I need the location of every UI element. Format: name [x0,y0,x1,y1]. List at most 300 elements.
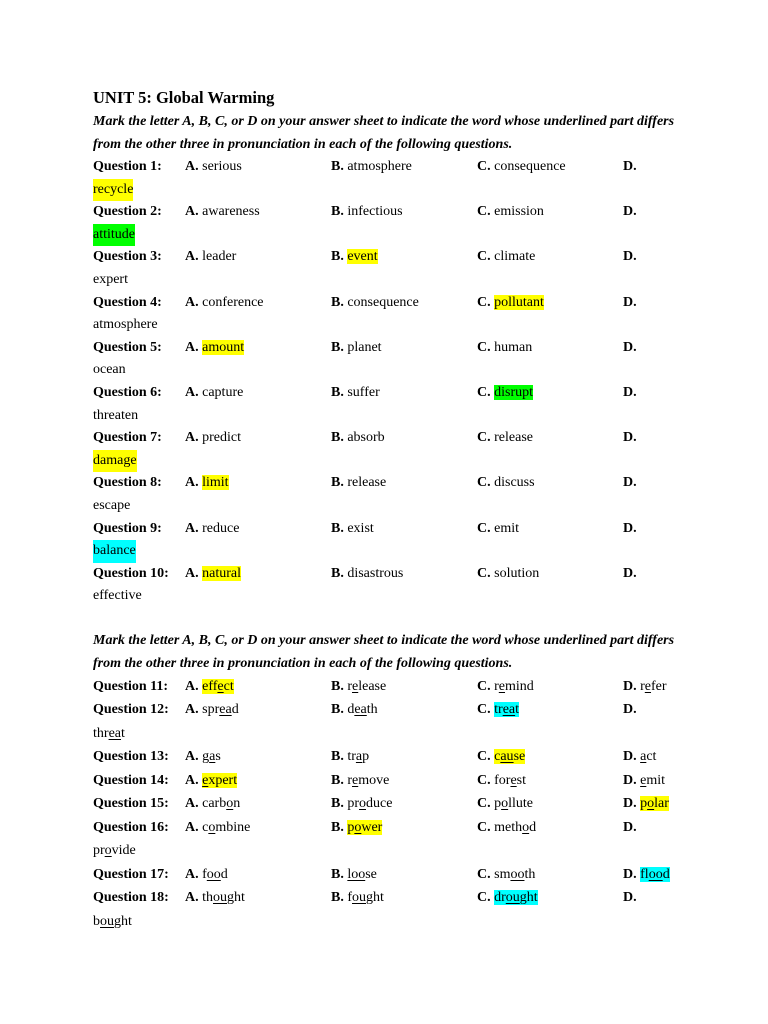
option-letter: B. [331,294,344,310]
option-letter: C. [477,890,491,906]
option-word: death [347,702,378,718]
option-word: amount [202,339,245,355]
option-letter: C. [477,520,491,536]
option-letter: D. [623,772,637,788]
question-row-wrap [93,450,693,473]
option-b [331,201,403,224]
option-word: bought [93,913,132,929]
option-word: spread [202,702,239,718]
option-d-word: expert [93,271,128,287]
underlined-part: e [644,678,652,694]
option-word: drought [494,890,538,906]
underlined-part: ea [502,702,516,718]
question-row [93,816,693,840]
underlined-part: e [498,678,506,694]
option-word: produce [347,796,393,812]
option-letter: B. [331,475,344,491]
underlined-part: e [217,678,224,694]
option-letter: A. [185,866,199,882]
question-label: Question 13: [93,749,169,765]
option-word: combine [202,819,251,835]
option-letter: A. [185,475,199,491]
option-letter: C. [477,384,491,400]
option-letter: D. [623,430,637,446]
option-letter: D. [623,678,637,694]
option-c [477,745,525,769]
option-c [477,246,535,269]
question-row [93,518,693,541]
option-word: cause [494,749,526,765]
option-letter: D. [623,384,637,400]
option-a [185,382,243,405]
question-label: Question 7: [93,430,162,446]
option-word: refer [640,678,667,694]
option-a [185,563,241,586]
option-a [185,427,241,450]
option-d [623,427,637,450]
option-letter: D. [623,339,637,355]
question-row-wrap [93,224,693,247]
option-letter: A. [185,565,199,581]
option-d-word: ocean [93,362,126,378]
option-letter: B. [331,796,344,812]
option-c [477,156,566,179]
question-label: Question 1: [93,159,162,174]
option-a [185,698,239,722]
option-word: flood [640,866,670,882]
option-letter: C. [477,772,491,788]
option-letter: B. [331,430,344,446]
option-c [477,769,526,793]
option-b [331,769,389,793]
option-letter: A. [185,678,199,694]
option-c [477,886,538,910]
question-row [93,886,693,910]
question-label: Question 8: [93,475,162,491]
underlined-part: e [352,772,359,788]
worksheet-page [93,86,693,933]
option-letter: C. [477,796,491,812]
option-a [185,816,250,840]
question-row [93,792,693,816]
underlined-part: ou [505,890,520,906]
option-d-word: damage [93,450,137,473]
question-row-wrap [93,585,693,608]
underlined-part: ea [354,702,367,718]
underlined-part: o [647,796,655,812]
option-word: provide [93,843,136,859]
option-letter: B. [331,749,344,765]
question-row-wrap [93,540,693,563]
option-word: loose [347,866,377,882]
option-letter: C. [477,819,491,835]
option-letter: D. [623,204,637,220]
underlined-part: loo [347,866,366,882]
option-a [185,886,245,910]
option-c [477,863,535,887]
option-b [331,246,378,269]
option-word: serious [202,159,242,174]
option-letter: B. [331,384,344,400]
question-label: Question 14: [93,772,169,788]
option-a [185,769,237,793]
option-letter: C. [477,475,491,491]
option-b [331,863,377,887]
option-word: expert [202,772,238,788]
option-c [477,472,535,495]
option-d [623,886,637,910]
option-word: emit [494,520,520,536]
option-word: smooth [494,866,536,882]
option-word: event [347,249,378,265]
option-letter: D. [623,520,637,536]
question-row-wrap [93,405,693,428]
question-row [93,292,693,315]
option-word: atmosphere [347,159,412,174]
option-word: disastrous [347,565,404,581]
option-word: treat [494,702,520,718]
option-letter: B. [331,339,344,355]
option-word: climate [494,249,536,265]
option-word: leader [202,249,237,265]
option-word: absorb [347,430,385,446]
option-word: suffer [347,384,380,400]
question-row [93,472,693,495]
option-a [185,472,229,495]
option-c [477,563,539,586]
option-b [331,816,382,840]
option-letter: A. [185,384,199,400]
option-letter: D. [623,565,637,581]
instruction-2: Mark the letter A, B, C, or D on your answer sheet to indicate the word whose underlined part differs from the other three in pronunciation in each of the following questions. [93,632,675,671]
option-word: release [347,475,387,491]
option-b [331,427,385,450]
option-letter: C. [477,678,491,694]
option-letter: A. [185,249,199,265]
question-row-wrap [93,910,693,934]
option-d [623,337,637,360]
question-row-wrap [93,359,693,382]
section-gap [93,608,693,629]
option-word: discuss [494,475,535,491]
option-letter: D. [623,249,637,265]
option-letter: A. [185,796,199,812]
question-row [93,246,693,269]
underlined-part: a [209,749,216,765]
option-c [477,427,533,450]
option-b [331,563,403,586]
option-d [623,518,637,541]
option-d [623,246,637,269]
option-d [623,745,656,769]
question-list-1 [93,156,693,608]
option-word: pollutant [494,294,544,310]
option-letter: A. [185,819,199,835]
option-word: release [494,430,533,446]
question-label: Question 6: [93,384,162,400]
option-d [623,156,637,179]
option-word: emit [640,772,666,788]
option-d-word: atmosphere [93,317,158,333]
option-b [331,156,412,179]
option-letter: D. [623,866,637,882]
option-d-word: recycle [93,179,133,202]
underlined-part: a [640,749,647,765]
question-row-wrap [93,179,693,202]
question-label: Question 4: [93,294,162,310]
option-word: reduce [202,520,240,536]
option-letter: B. [331,204,344,220]
option-d [623,675,667,699]
option-word: consequence [494,159,566,174]
option-d [623,201,637,224]
option-c [477,201,544,224]
option-d-word: threaten [93,407,139,423]
option-word: remind [494,678,534,694]
underlined-part: e [202,772,209,788]
option-letter: A. [185,159,199,174]
option-b [331,792,392,816]
underlined-part: ou [100,913,114,929]
option-d [623,382,637,405]
question-row [93,863,693,887]
option-d [623,563,637,586]
instruction-1: Mark the letter A, B, C, or D on your answer sheet to indicate the word whose underlined part differs from the other three in pronunciation in each of the following questions. [93,114,675,152]
underlined-part: o [104,843,112,859]
option-letter: D. [623,294,637,310]
underlined-part: oo [648,866,663,882]
option-letter: D. [623,890,637,906]
underlined-part: o [208,819,216,835]
option-c [477,292,544,315]
question-row [93,201,693,224]
option-word: method [494,819,537,835]
option-c [477,792,533,816]
option-word: thought [202,890,245,906]
question-row-wrap [93,495,693,518]
underlined-part: o [522,819,530,835]
question-label: Question 12: [93,702,169,718]
option-word: emission [494,204,544,220]
option-word: human [494,339,533,355]
option-d [623,792,669,816]
option-a [185,675,234,699]
option-a [185,792,240,816]
option-word: act [640,749,657,765]
option-letter: C. [477,749,491,765]
option-letter: A. [185,772,199,788]
option-word: release [347,678,387,694]
underlined-part: ea [108,725,121,741]
question-row [93,337,693,360]
underlined-part: o [501,796,509,812]
underlined-part: e [352,678,359,694]
option-word: infectious [347,204,403,220]
question-label: Question 9: [93,520,162,536]
option-letter: D. [623,749,637,765]
question-label: Question 16: [93,819,169,835]
question-row [93,769,693,793]
option-word: limit [202,475,229,491]
option-d-word: attitude [93,224,135,247]
option-letter: A. [185,890,199,906]
underlined-part: e [510,772,517,788]
question-row [93,675,693,699]
option-word: trap [347,749,370,765]
option-c [477,518,519,541]
underlined-part: ea [219,702,232,718]
option-word: remove [347,772,390,788]
option-letter: C. [477,294,491,310]
option-c [477,337,532,360]
option-word: pollute [494,796,534,812]
option-letter: B. [331,866,344,882]
option-d-word-wrap [93,839,136,863]
option-word: polar [640,796,669,812]
option-d-word: balance [93,540,136,563]
option-letter: C. [477,702,491,718]
question-row [93,698,693,722]
question-row [93,427,693,450]
option-letter: C. [477,159,491,174]
option-letter: A. [185,294,199,310]
question-row-wrap [93,269,693,292]
underlined-part: o [359,796,367,812]
option-d-word: escape [93,497,131,513]
underlined-part: oo [510,866,525,882]
option-word: awareness [202,204,260,220]
option-word: effect [202,678,234,694]
option-letter: C. [477,249,491,265]
question-row-wrap [93,314,693,337]
option-letter: B. [331,520,344,536]
option-letter: B. [331,678,344,694]
option-letter: C. [477,430,491,446]
option-letter: B. [331,702,344,718]
option-word: forest [494,772,527,788]
option-word: fought [347,890,384,906]
option-b [331,745,369,769]
option-word: solution [494,565,540,581]
option-letter: D. [623,159,637,174]
option-letter: C. [477,565,491,581]
option-d [623,292,637,315]
option-c [477,698,519,722]
underlined-part: a [355,749,363,765]
option-d [623,863,670,887]
option-b [331,518,374,541]
option-word: conference [202,294,264,310]
option-word: natural [202,565,241,581]
option-word: capture [202,384,244,400]
option-a [185,292,264,315]
option-letter: A. [185,339,199,355]
option-letter: A. [185,204,199,220]
question-row [93,745,693,769]
option-d [623,769,665,793]
option-a [185,518,239,541]
option-word: gas [202,749,221,765]
underlined-part: ou [352,890,367,906]
option-b [331,337,382,360]
option-letter: C. [477,204,491,220]
option-letter: B. [331,565,344,581]
option-letter: A. [185,430,199,446]
option-d [623,698,637,722]
question-row [93,156,693,179]
question-row [93,382,693,405]
option-letter: B. [331,772,344,788]
option-b [331,698,378,722]
question-label: Question 2: [93,204,162,220]
option-letter: D. [623,796,637,812]
underlined-part: au [500,749,514,765]
option-letter: B. [331,249,344,265]
option-c [477,816,536,840]
question-label: Question 15: [93,796,169,812]
option-letter: B. [331,159,344,174]
option-word: disrupt [494,384,534,400]
option-word: consequence [347,294,419,310]
option-letter: B. [331,890,344,906]
page-title: UNIT 5: Global Warming [93,88,275,107]
option-b [331,382,380,405]
option-a [185,201,260,224]
option-c [477,382,533,405]
option-b [331,472,386,495]
option-a [185,745,221,769]
option-b [331,292,419,315]
option-d-word: effective [93,588,142,604]
underlined-part: oo [206,866,221,882]
option-letter: C. [477,339,491,355]
option-letter: B. [331,819,344,835]
option-word: predict [202,430,241,446]
question-label: Question 3: [93,249,162,265]
option-b [331,675,386,699]
option-c [477,675,534,699]
option-letter: D. [623,702,637,718]
option-letter: A. [185,520,199,536]
question-list-2 [93,675,693,934]
option-d [623,472,637,495]
option-a [185,246,236,269]
option-word: power [347,819,383,835]
option-letter: D. [623,819,637,835]
underlined-part: o [226,796,234,812]
option-word: threat [93,725,125,741]
question-row-wrap [93,722,693,746]
option-word: exist [347,520,374,536]
option-letter: A. [185,702,199,718]
question-label: Question 18: [93,890,169,906]
option-a [185,337,244,360]
question-label: Question 11: [93,678,169,694]
option-d [623,816,637,840]
option-word: food [202,866,228,882]
option-b [331,886,384,910]
underlined-part: o [354,819,362,835]
question-label: Question 5: [93,339,162,355]
option-word: planet [347,339,382,355]
option-a [185,156,242,179]
option-word: carbon [202,796,241,812]
question-row [93,563,693,586]
option-letter: D. [623,475,637,491]
option-d-word-wrap [93,910,132,934]
option-a [185,863,228,887]
option-letter: A. [185,749,199,765]
